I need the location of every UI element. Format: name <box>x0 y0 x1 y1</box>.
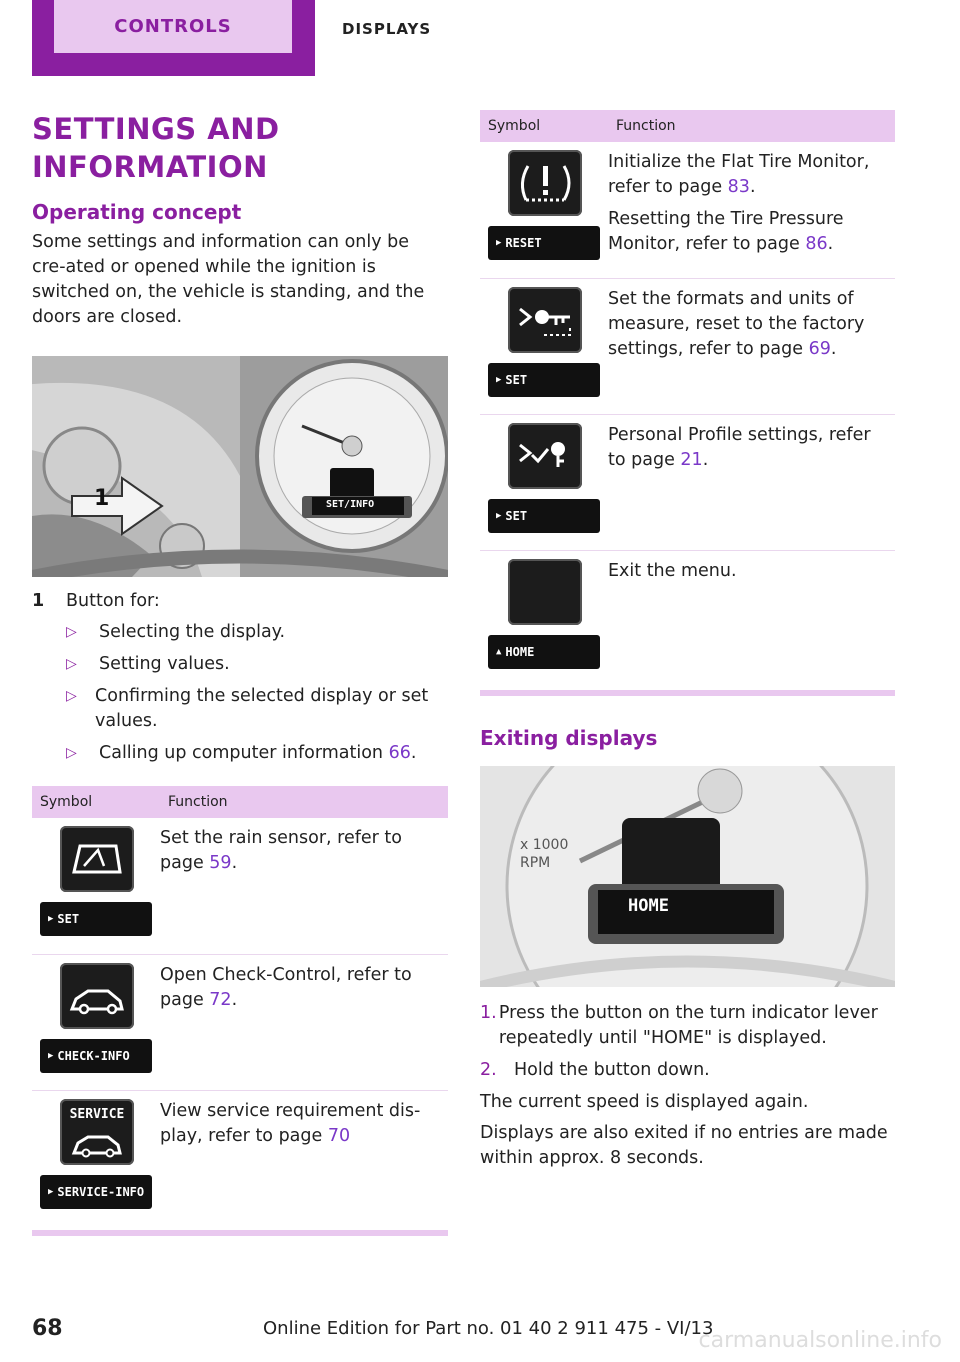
table-row: ▶ SET Personal Profile settings, refer to page 21. <box>480 414 895 550</box>
page-link[interactable]: 69 <box>808 338 831 359</box>
display-bar: ▶ RESET <box>488 226 600 260</box>
list-item: 1. Press the button on the turn indicator lever repeatedly until "HOME" is displayed. <box>480 1003 878 1048</box>
table-row: ▶ SET Set the rain sensor, refer to page 59. <box>32 818 448 954</box>
display-bar: ▶ SET <box>488 363 600 397</box>
list-item: ▷ Confirming the selected display or set values. <box>66 684 448 734</box>
service-car-icon: SERVICE <box>60 1099 134 1165</box>
speed-paragraph: The current speed is displayed again. <box>480 1092 809 1112</box>
display-bar: ▶ SERVICE-INFO <box>40 1175 152 1209</box>
table-row: ▶ CHECK-INFO Open Check-Control, refer to page 72. <box>32 954 448 1090</box>
triangle-icon: ▷ <box>66 745 77 761</box>
display-bar: ▶ SET <box>488 499 600 533</box>
exit-section-title: Exiting displays <box>480 726 658 750</box>
display-bar: ▶ SET <box>40 902 152 936</box>
table-row: ▶ RESET Initialize the Flat Tire Monitor, refer to page 83. Resetting the Tire Pressure Monitor, refer to page 86. <box>480 142 895 278</box>
header-tabs <box>32 0 452 76</box>
page-link[interactable]: 21 <box>680 449 703 470</box>
col-header-function: Function <box>160 786 448 818</box>
photo-callout-1: 1 <box>94 486 110 511</box>
table-row: ▶ SET Set the formats and units of measure, reset to the factory settings, refer to page 69. <box>480 278 895 414</box>
photo-rpm-label: x 1000 RPM <box>520 837 569 871</box>
photo-screen-text: SET/INFO <box>326 499 375 510</box>
item-number: 1 <box>32 591 45 611</box>
section-title: SETTINGS AND INFORMATION <box>32 112 280 184</box>
col-header-symbol: Symbol <box>32 786 160 818</box>
page-number: 68 <box>32 1316 63 1341</box>
page-link[interactable]: 59 <box>209 853 232 873</box>
display-bar: ▲ HOME <box>488 635 600 669</box>
tire-warning-icon <box>508 150 582 216</box>
page-link[interactable]: 86 <box>805 234 828 254</box>
edition-footer: Online Edition for Part no. 01 40 2 911 475 - VI/13 <box>263 1318 714 1339</box>
triangle-icon: ▷ <box>66 624 77 640</box>
triangle-icon: ▷ <box>66 688 77 704</box>
instrument-cluster-photo <box>480 766 895 987</box>
photo-home-text: HOME <box>628 896 669 916</box>
blank-icon <box>508 559 582 625</box>
right-column <box>480 110 895 1171</box>
symbol-table-right <box>480 110 895 686</box>
watermark: carmanualsonline.info <box>698 1328 942 1353</box>
col-header-symbol: Symbol <box>480 110 608 142</box>
list-item: 2. Hold the button down. <box>480 1060 710 1080</box>
table-row: SERVICE ▶ SERVICE-INFO View service requirement dis‐play, refer to page 70 <box>32 1090 448 1226</box>
list-item: ▷ Setting values. <box>66 652 448 677</box>
item-label: Button for: <box>66 591 160 611</box>
page-link[interactable]: 72 <box>209 989 232 1010</box>
page-link[interactable]: 83 <box>727 177 750 197</box>
rain-sensor-icon <box>60 826 134 892</box>
display-bar: ▶ CHECK-INFO <box>40 1039 152 1073</box>
table-end-bar <box>480 690 895 696</box>
timeout-paragraph: Displays are also exited if no entries are made within approx. 8 seconds. <box>480 1123 888 1168</box>
table-end-bar <box>32 1230 448 1236</box>
steering-wheel-photo <box>32 356 448 577</box>
list-item: ▷ Calling up computer information 66. <box>66 741 448 766</box>
tab-displays[interactable]: DISPLAYS <box>342 20 432 38</box>
page-link[interactable]: 70 <box>327 1125 351 1146</box>
car-icon <box>60 963 134 1029</box>
symbol-table-left <box>32 786 448 1226</box>
triangle-icon: ▷ <box>66 656 77 672</box>
left-column <box>32 110 448 1236</box>
subsection-title: Operating concept <box>32 200 242 224</box>
col-header-function: Function <box>608 110 895 142</box>
tab-controls-label: CONTROLS <box>54 0 292 53</box>
tab-controls[interactable] <box>32 0 315 76</box>
button-description <box>32 589 448 614</box>
page-link[interactable]: 66 <box>388 743 411 763</box>
steps-list <box>480 1001 895 1083</box>
bullet-list <box>66 620 448 766</box>
intro-paragraph: Some settings and information can only be cre‐ated or opened while the ignition is switched on, the vehicle is standing, and the doors are closed. <box>32 232 425 327</box>
personal-profile-icon <box>508 423 582 489</box>
list-item: ▷ Selecting the display. <box>66 620 448 645</box>
table-row: ▲ HOME Exit the menu. <box>480 550 895 686</box>
key-settings-icon <box>508 287 582 353</box>
